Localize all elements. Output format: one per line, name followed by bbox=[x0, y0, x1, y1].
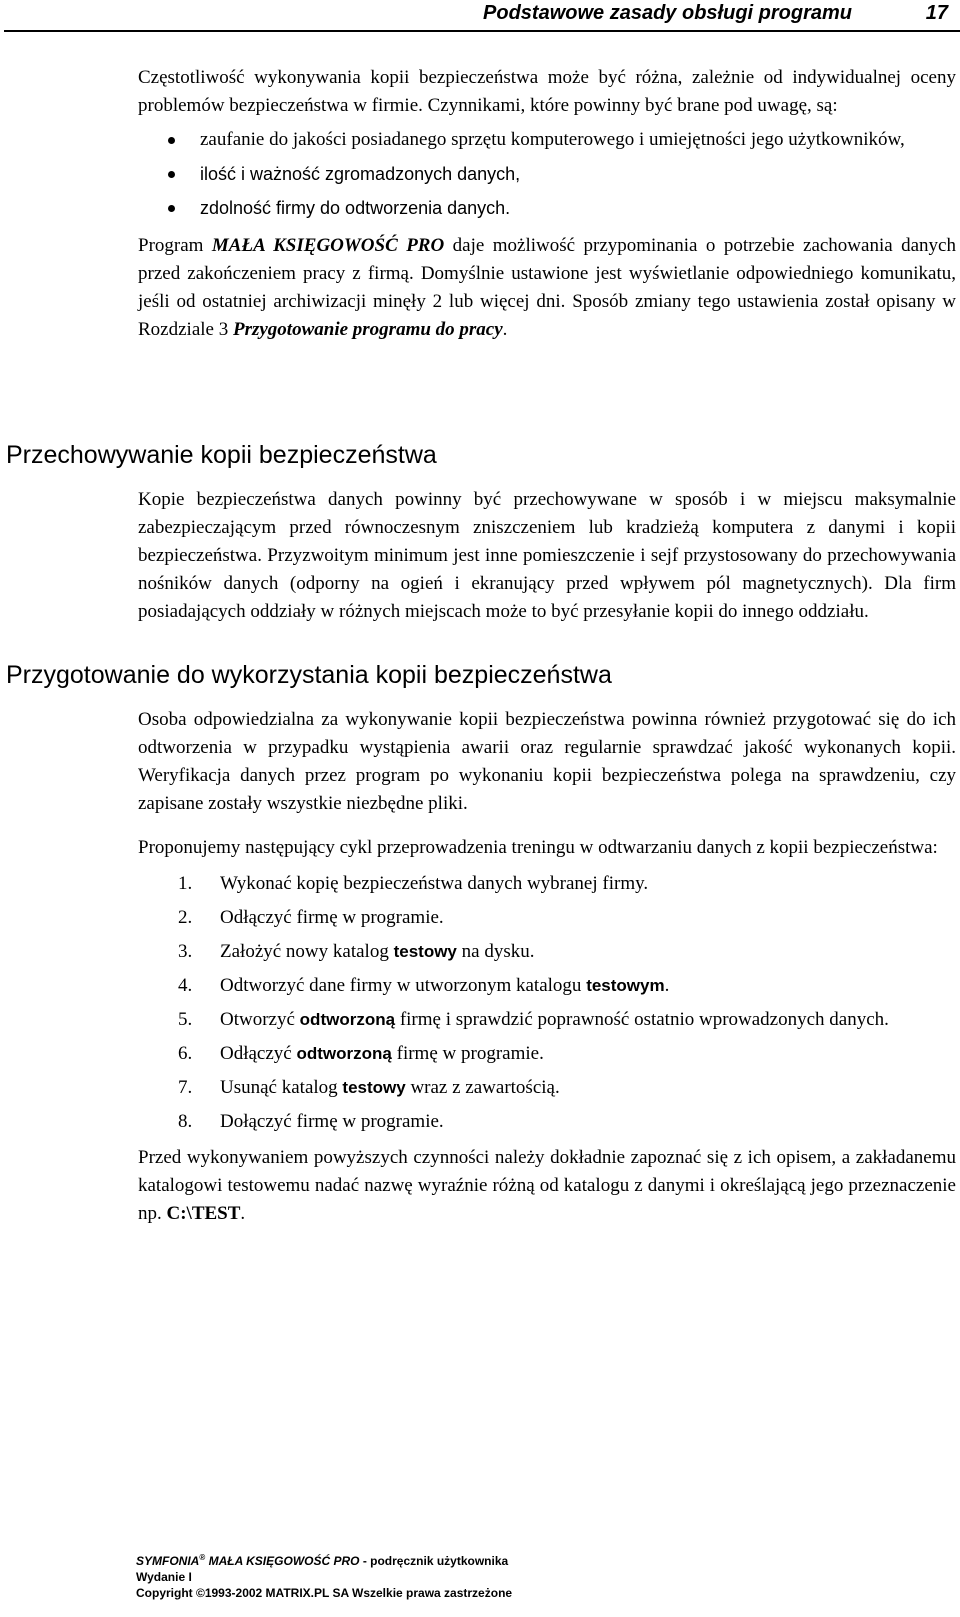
footer-copyright: Copyright ©1993-2002 MATRIX.PL SA Wszelkie prawa zastrzeżone bbox=[136, 1586, 513, 1600]
list-item: 8. Dołączyć firmę w programie. bbox=[178, 1111, 444, 1132]
list-item: zaufanie do jakości posiadanego sprzętu komputerowego i umiejętności jego użytkowników, bbox=[138, 126, 956, 154]
page-footer bbox=[136, 1550, 512, 1601]
footer-edition: Wydanie I bbox=[136, 1570, 192, 1584]
training-intro-paragraph: Proponujemy następujący cykl przeprowadzenia treningu w odtwarzaniu danych z kopii bezpieczeństwa: bbox=[138, 837, 938, 858]
bullet-icon bbox=[168, 171, 175, 178]
storage-block bbox=[138, 486, 956, 626]
preparation-block bbox=[138, 706, 956, 1228]
product-name: MAŁA KSIĘGOWOŚĆ PRO bbox=[211, 235, 445, 256]
list-item: 1. Wykonać kopię bezpieczeństwa danych wybranej firmy. bbox=[178, 873, 649, 894]
list-item: 7. Usunąć katalog testowy wraz z zawartością. bbox=[178, 1077, 560, 1098]
header-rule bbox=[4, 30, 960, 32]
bullet-icon bbox=[168, 205, 175, 212]
page-header bbox=[0, 0, 960, 30]
section-heading-storage: Przechowywanie kopii bezpieczeństwa bbox=[6, 441, 437, 469]
closing-paragraph: Przed wykonywaniem powyższych czynności należy dokładnie zapoznać się z ich opisem, a zakładanemu katalogowi testowemu nadać nazwę wyraźnie różną od katalogu z danymi i określającą jego przeznaczenie np. C:\TEST. bbox=[138, 1147, 956, 1224]
storage-paragraph: Kopie bezpieczeństwa danych powinny być przechowywane w sposób i w miejscu maksymalnie zabezpieczającym przed równoczesnym zniszczeniem lub kradzieżą komputera z danymi i kopii bezpieczeństwa. Przyzwoitym minimum jest inne pomieszczenie i sejf przystosowany do przechowywania nośników danych (odporny na ogień i ekranujący przed wpływem pól magnetycznych). Dla firm posiadających oddziały w różnych miejscach może to być przesyłanie kopii do innego oddziału. bbox=[138, 489, 956, 622]
factor-list bbox=[138, 126, 956, 222]
list-item: 4. Odtworzyć dane firmy w utworzonym katalogu testowym. bbox=[178, 975, 670, 996]
reminder-paragraph: Program MAŁA KSIĘGOWOŚĆ PRO daje możliwość przypominania o potrzebie zachowania danych przed zakończeniem pracy z firmą. Domyślnie ustawione jest wyświetlanie odpowiedniego komunikatu, jeśli od ostatniej archiwizacji minęły 2 lub więcej dni. Sposób zmiany tego ustawienia został opisany w Rozdziale 3 Przygotowanie programu do pracy. bbox=[138, 235, 956, 340]
list-item: 5. Otworzyć odtworzoną firmę i sprawdzić poprawność ostatnio wprowadzonych danych. bbox=[178, 1009, 889, 1030]
intro-block bbox=[138, 64, 956, 344]
test-path: C:\TEST bbox=[166, 1203, 241, 1224]
bullet-icon bbox=[168, 137, 175, 144]
list-item: ilość i ważność zgromadzonych danych, bbox=[138, 160, 956, 188]
list-item: 2. Odłączyć firmę w programie. bbox=[178, 907, 444, 928]
section-heading-preparation: Przygotowanie do wykorzystania kopii bezpieczeństwa bbox=[6, 661, 612, 689]
preparation-paragraph: Osoba odpowiedzialna za wykonywanie kopii bezpieczeństwa powinna również przygotować się do ich odtworzenia w przypadku wystąpienia awarii oraz regularnie sprawdzać jakość wykonanych kopii. Weryfikacja danych przez program po wykonaniu kopii bezpieczeństwa polega na sprawdzeniu, czy zapisane zostały wszystkie niezbędne pliki. bbox=[138, 709, 956, 814]
list-item: zdolność firmy do odtworzenia danych. bbox=[138, 194, 956, 222]
list-item: 3. Założyć nowy katalog testowy na dysku. bbox=[178, 941, 535, 962]
training-steps bbox=[138, 870, 956, 1136]
page-number: 17 bbox=[925, 2, 948, 24]
chapter-reference: Przygotowanie programu do pracy bbox=[232, 319, 503, 340]
footer-product-line: SYMFONIA® MAŁA KSIĘGOWOŚĆ PRO - podręcznik użytkownika bbox=[136, 1553, 509, 1568]
list-item: 6. Odłączyć odtworzoną firmę w programie. bbox=[178, 1043, 544, 1064]
header-title: Podstawowe zasady obsługi programu bbox=[483, 2, 852, 24]
intro-paragraph: Częstotliwość wykonywania kopii bezpieczeństwa może być różna, zależnie od indywidualnej oceny problemów bezpieczeństwa w firmie. Czynnikami, które powinny być brane pod uwagę, są: bbox=[138, 67, 956, 116]
